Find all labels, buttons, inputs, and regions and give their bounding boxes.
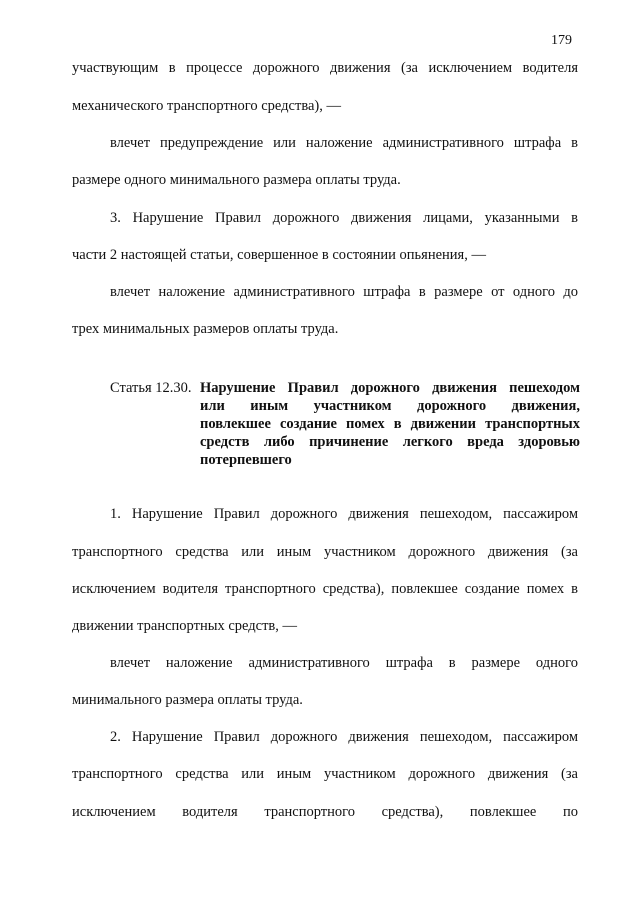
article-title — [200, 379, 580, 469]
text-line: исключением водителя транспортного средства), повлекшее создание помех в — [72, 581, 578, 597]
text-line: движении транспортных средств, — — [72, 618, 298, 634]
text-line: влечет наложение административного штрафа в размере от одного до — [110, 284, 578, 300]
text-line: 2. Нарушение Правил дорожного движения пешеходом, пассажиром — [110, 729, 578, 745]
text-line: участвующим в процессе дорожного движения (за исключением водителя — [72, 60, 578, 76]
text-line: 3. Нарушение Правил дорожного движения лицами, указанными в — [110, 210, 578, 226]
text-line: транспортного средства или иным участником дорожного движения (за — [72, 766, 578, 782]
article-title-line: Нарушение Правил дорожного движения пешеходом — [200, 380, 580, 396]
article-title-line: средств либо причинение легкого вреда здоровью — [200, 434, 580, 450]
page-number: 179 — [551, 33, 572, 48]
text-line: части 2 настоящей статьи, совершенное в состоянии опьянения, — — [72, 247, 486, 263]
article-title-line: потерпевшего — [200, 452, 292, 468]
text-line: механического транспортного средства), — — [72, 98, 342, 114]
article-title-line: или иным участником дорожного движения, — [200, 398, 580, 414]
article-title-line: повлекшее создание помех в движении транспортных — [200, 416, 580, 432]
text-line: транспортного средства или иным участником дорожного движения (за — [72, 544, 578, 560]
text-line: трех минимальных размеров оплаты труда. — [72, 321, 339, 337]
text-line: исключением водителя транспортного средства), повлекшее по — [72, 804, 578, 820]
text-line: размере одного минимального размера оплаты труда. — [72, 172, 401, 188]
article-number: Статья 12.30. — [110, 380, 192, 396]
text-line: влечет предупреждение или наложение административного штрафа в — [110, 135, 578, 151]
text-line: минимального размера оплаты труда. — [72, 692, 303, 708]
text-line: влечет наложение административного штрафа в размере одного — [110, 655, 578, 671]
text-line: 1. Нарушение Правил дорожного движения пешеходом, пассажиром — [110, 506, 578, 522]
